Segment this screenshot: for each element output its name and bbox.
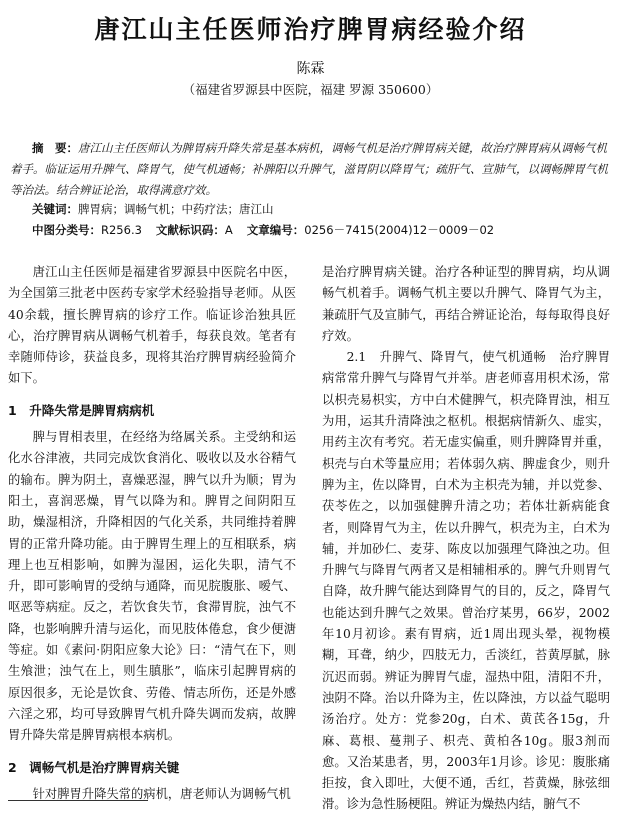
section-heading-2: 2 调畅气机是治疗脾胃病关键	[8, 759, 180, 775]
keywords-line	[32, 201, 612, 217]
section-heading-1: 1 升降失常是脾胃病病机	[8, 402, 155, 418]
right-column	[322, 262, 610, 816]
article-number-value: 0256－7415(2004)12－0009－02	[304, 223, 495, 237]
footnote-divider	[8, 800, 148, 801]
section-2-paragraph-start: 针对脾胃升降失常的病机，唐老师认为调畅气机	[32, 786, 291, 801]
left-column	[8, 262, 296, 805]
author-affiliation: （福建省罗源县中医院，福建 罗源 350600）	[182, 82, 439, 97]
article-number-label: 文章编号：	[246, 223, 305, 237]
author-name: 陈霖	[296, 61, 325, 77]
abstract-text: 唐江山主任医师认为脾胃病升降失常是基本病机，调畅气机是治疗脾胃病关键，故治疗脾胃病从调畅气机着手。临证运用升脾气、降胃气，使气机通畅；补脾阳以升脾气，滋胃阴以降胃气；疏肝气、宣肺气，以调畅脾胃气机等治法。结合辨证论治，取得满意疗效。	[10, 141, 608, 197]
doc-code-value: A	[224, 223, 233, 237]
subsection-2-1-paragraph: 2.1 升脾气、降胃气，使气机通畅 治疗脾胃病常常升脾气与降胃气并举。唐老师喜用枳术汤，常以枳壳易枳实，方中白术健脾气，枳壳降胃浊，相互为用，运其升清降浊之枢机。根据病情新久、虚实，用药主次有考究。若无虚实偏重，则升脾降胃并重，枳壳与白术等量应用；若体弱久病、脾虚食少，则升脾为主，佐以降胃，白术为主枳壳为辅，并以党参、茯苓佐之，以加强健脾升清之功；若体壮新病能食者，则降胃气为主，佐以升脾气，枳壳为主，白术为辅，并加砂仁、麦芽、陈皮以加强理气降浊之功。但升脾气与降胃气两者又是相辅相承的。脾气升则胃气自降，故升脾气能达到降胃气的目的，反之，降胃气也能达到升脾气之效果。曾治疗某男，66岁，2002年10月初诊。素有胃病，近1周出现头晕，视物模糊，耳聋，纳少，四肢无力，舌淡红，苔黄厚腻，脉沉迟而弱。辨证为脾胃气虚，湿热中阻，清阳不升，浊阴不降。治以升降为主，佐以降浊，方以益气聪明汤治疗。处方：党参20g，白术、黄芪各15g，升麻、葛根、蔓荆子、枳壳、黄柏各10g。服3剂而愈。又治某患者，男，2003年1月诊。诊见：腹胀痛拒按，食入即吐，大便不通，舌红，苔黄燥，脉弦细滑。诊为急性肠梗阻。辨证为燥热内结，腑气不	[322, 350, 610, 812]
clc-label: 中图分类号：	[32, 223, 101, 237]
classification-line	[32, 222, 612, 238]
keywords-text: 脾胃病；调畅气机；中药疗法；唐江山	[78, 202, 274, 216]
section-2-paragraph-continued: 是治疗脾胃病关键。治疗各种证型的脾胃病，均从调畅气机着手。调畅气机主要以升脾气、降胃气为主，兼疏肝气及宣肺气，再结合辨证论治，每每取得良好疗效。	[322, 265, 610, 343]
keywords-label: 关键词：	[32, 202, 78, 216]
article-title: 唐江山主任医师治疗脾胃病经验介绍	[94, 15, 527, 44]
section-1-paragraph: 脾与胃相表里，在经络为络属关系。主受纳和运化水谷津液，共同完成饮食消化、吸收以及水谷精气的输布。脾为阴土，喜燥恶湿，脾气以升为顺；胃为阳土，喜润恶燥，胃气以降为和。脾胃之间阴阳互助，燥湿相济，升降相因的气化关系，共同维持着脾胃的正常升降功能。由于脾胃生理上的互相联系，病理上也互相影响，如脾为湿困，运化失职，清气不升，即可影响胃的受纳与通降，而见脘腹胀、嗳气、呕恶等病症。反之，若饮食失节，食滞胃脘，浊气不降，也影响脾升清与运化，而见肢体倦怠，食少便溏等症。如《素问·阴阳应象大论》曰：“清气在下，则生飧泄；浊气在上，则生䐜胀”，临床引起脾胃病的原因很多，无论是饮食、劳倦、情志所伤，还是外感六淫之邪，均可导致脾胃气机升降失调而发病，故脾胃升降失常是脾胃病根本病机。	[8, 430, 296, 743]
abstract	[10, 138, 610, 201]
intro-paragraph: 唐江山主任医师是福建省罗源县中医院名中医，为全国第三批老中医药专家学术经验指导老师。从医40余载，擅长脾胃病的诊疗工作。临证诊治独具匠心，治疗脾胃病从调畅气机着手，每获良效。笔者有幸随师侍诊，获益良多，现将其治疗脾胃病经验简介如下。	[8, 265, 296, 386]
clc-value: R256.3	[101, 223, 142, 237]
doc-code-label: 文献标识码：	[155, 223, 225, 237]
abstract-label: 摘 要：	[32, 141, 78, 155]
